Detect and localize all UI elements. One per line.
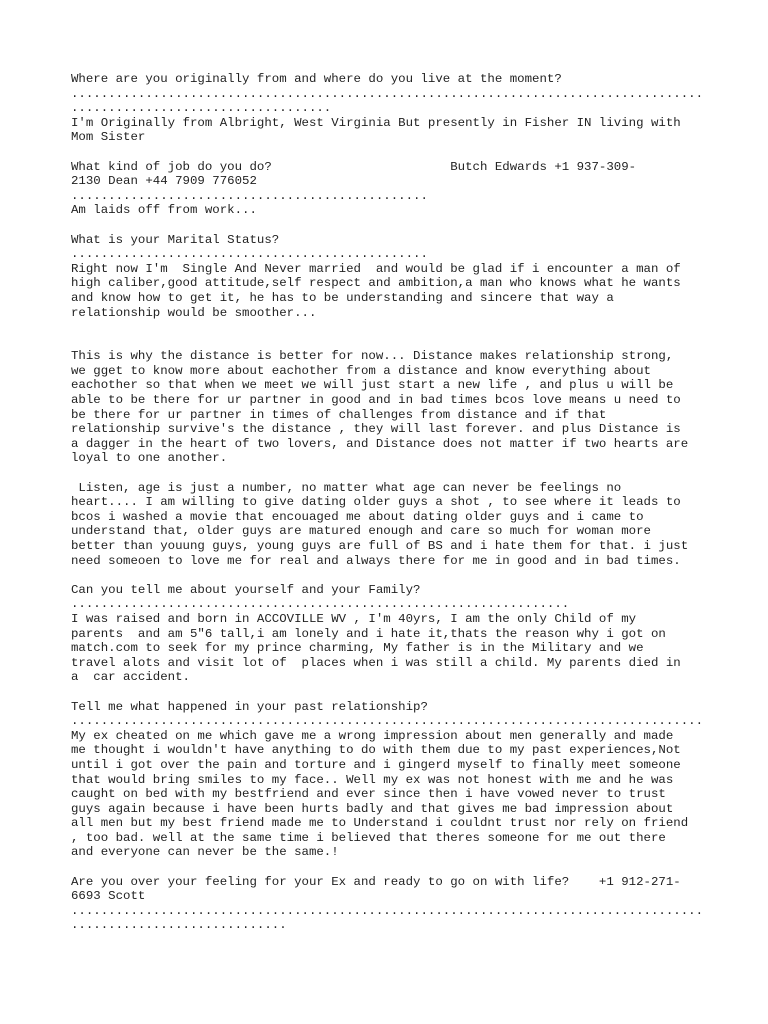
question-text: 6693 Scott [71, 889, 146, 904]
question-job [71, 160, 701, 218]
answer-text: all men but my best friend made me to Understand i couldnt trust nor rely on friend [71, 816, 689, 831]
answer-text: a car accident. [71, 670, 190, 685]
dotted-separator: ................................................ [71, 188, 428, 203]
question-text: Are you over your feeling for your Ex and ready to go on with life? +1 912-271- [71, 874, 681, 889]
question-past-relationship [71, 699, 704, 861]
answer-text: relationship would be smoother... [71, 305, 317, 320]
paragraph-line: understand that, older guys are matured enough and care so much for woman more [71, 524, 651, 539]
answer-text: me thought i wouldn't have anything to do with them due to my past experiences,Not [71, 743, 681, 758]
answer-text: I was raised and born in ACCOVILLE WV , I'm 40yrs, I am the only Child of my [71, 611, 637, 626]
answer-text: Mom Sister [71, 130, 146, 145]
question-over-ex [71, 874, 704, 933]
answer-text: guys again because i have been hurts badly and that gives me bad impression about [71, 801, 674, 816]
question-family [71, 583, 701, 685]
dotted-separator: ..................................................................................... [71, 714, 704, 729]
paragraph-line: need someoen to love me for real and always there for me in good and in bad times. [71, 553, 681, 568]
dotted-separator: ............................. [71, 918, 287, 933]
paragraph-line: Listen, age is just a number, no matter what age can never be feelings no [71, 480, 622, 495]
paragraph-line: eachother so that when we meet we will just start a new life , and plus u will be [71, 378, 674, 393]
question-marital-status [71, 233, 701, 321]
question-text: Where are you originally from and where do you live at the moment? [71, 72, 562, 86]
paragraph-line: we gget to know more about eachother from a distance and know everything about [71, 363, 651, 378]
answer-text: and everyone can never be the same.! [71, 845, 339, 860]
answer-text: Right now I'm Single And Never married and would be glad if i encounter a man of [71, 261, 681, 276]
question-text: Can you tell me about yourself and your Family? [71, 582, 421, 597]
answer-text: travel alots and visit lot of places when i was still a child. My parents died in [71, 655, 681, 670]
question-text: What kind of job do you do? Butch Edwards +1 937-309- [71, 159, 637, 174]
paragraph-line: able to be there for ur partner in good and in bad times bcos love means u need to [71, 393, 681, 408]
answer-text: My ex cheated on me which gave me a wrong impression about men generally and made [71, 728, 674, 743]
dotted-separator: ................................... [71, 101, 332, 116]
question-origin [71, 72, 704, 145]
dotted-separator: ..................................................................................... [71, 903, 704, 918]
document-body [71, 72, 704, 933]
answer-text: and know how to get it, he has to be understanding and sincere that way a [71, 290, 614, 305]
paragraph-line: better than youung guys, young guys are full of BS and i hate them for that. i just [71, 539, 689, 553]
question-text: 2130 Dean +44 7909 776052 [71, 174, 257, 189]
question-text: Tell me what happened in your past relationship? [71, 699, 428, 714]
answer-text: I'm Originally from Albright, West Virginia But presently in Fisher IN living with [71, 115, 681, 130]
answer-text: until i got over the pain and torture and i gingerd myself to finally meet someone [71, 757, 681, 772]
paragraph-line: relationship survive's the distance , they will last forever. and plus Distance is [71, 422, 681, 437]
answer-text: parents and am 5"6 tall,i am lonely and i hate it,thats the reason why i got on [71, 626, 666, 641]
paragraph-distance [71, 349, 701, 466]
answer-text: high caliber,good attitude,self respect and ambition,a man who knows what he wants [71, 276, 681, 291]
dotted-separator: ..................................................................................... [71, 86, 704, 101]
paragraph-line: heart.... I am willing to give dating older guys a shot , to see where it leads to [71, 495, 681, 510]
dotted-separator: ................................................................... [71, 597, 570, 612]
paragraph-line: a dagger in the heart of two lovers, and Distance does not matter if two hearts are [71, 436, 689, 451]
question-text: What is your Marital Status? [71, 232, 280, 247]
answer-text: match.com to seek for my prince charming, My father is in the Military and we [71, 641, 644, 656]
answer-text: caught on bed with my bestfriend and ever since then i have vowed never to trust [71, 787, 666, 802]
paragraph-line: This is why the distance is better for now... Distance makes relationship strong, [71, 349, 674, 364]
answer-text: that would bring smiles to my face.. Well my ex was not honest with me and he was [71, 772, 674, 787]
paragraph-line: loyal to one another. [71, 451, 228, 466]
answer-text: , too bad. well at the same time i believed that theres someone for me out there [71, 830, 666, 845]
dotted-separator: ................................................ [71, 247, 428, 262]
paragraph-age [71, 481, 701, 569]
answer-text: Am laids off from work... [71, 203, 257, 218]
paragraph-line: bcos i washed a movie that encouaged me about dating older guys and i came to [71, 509, 644, 524]
paragraph-line: be there for ur partner in times of challenges from distance and if that [71, 407, 607, 422]
